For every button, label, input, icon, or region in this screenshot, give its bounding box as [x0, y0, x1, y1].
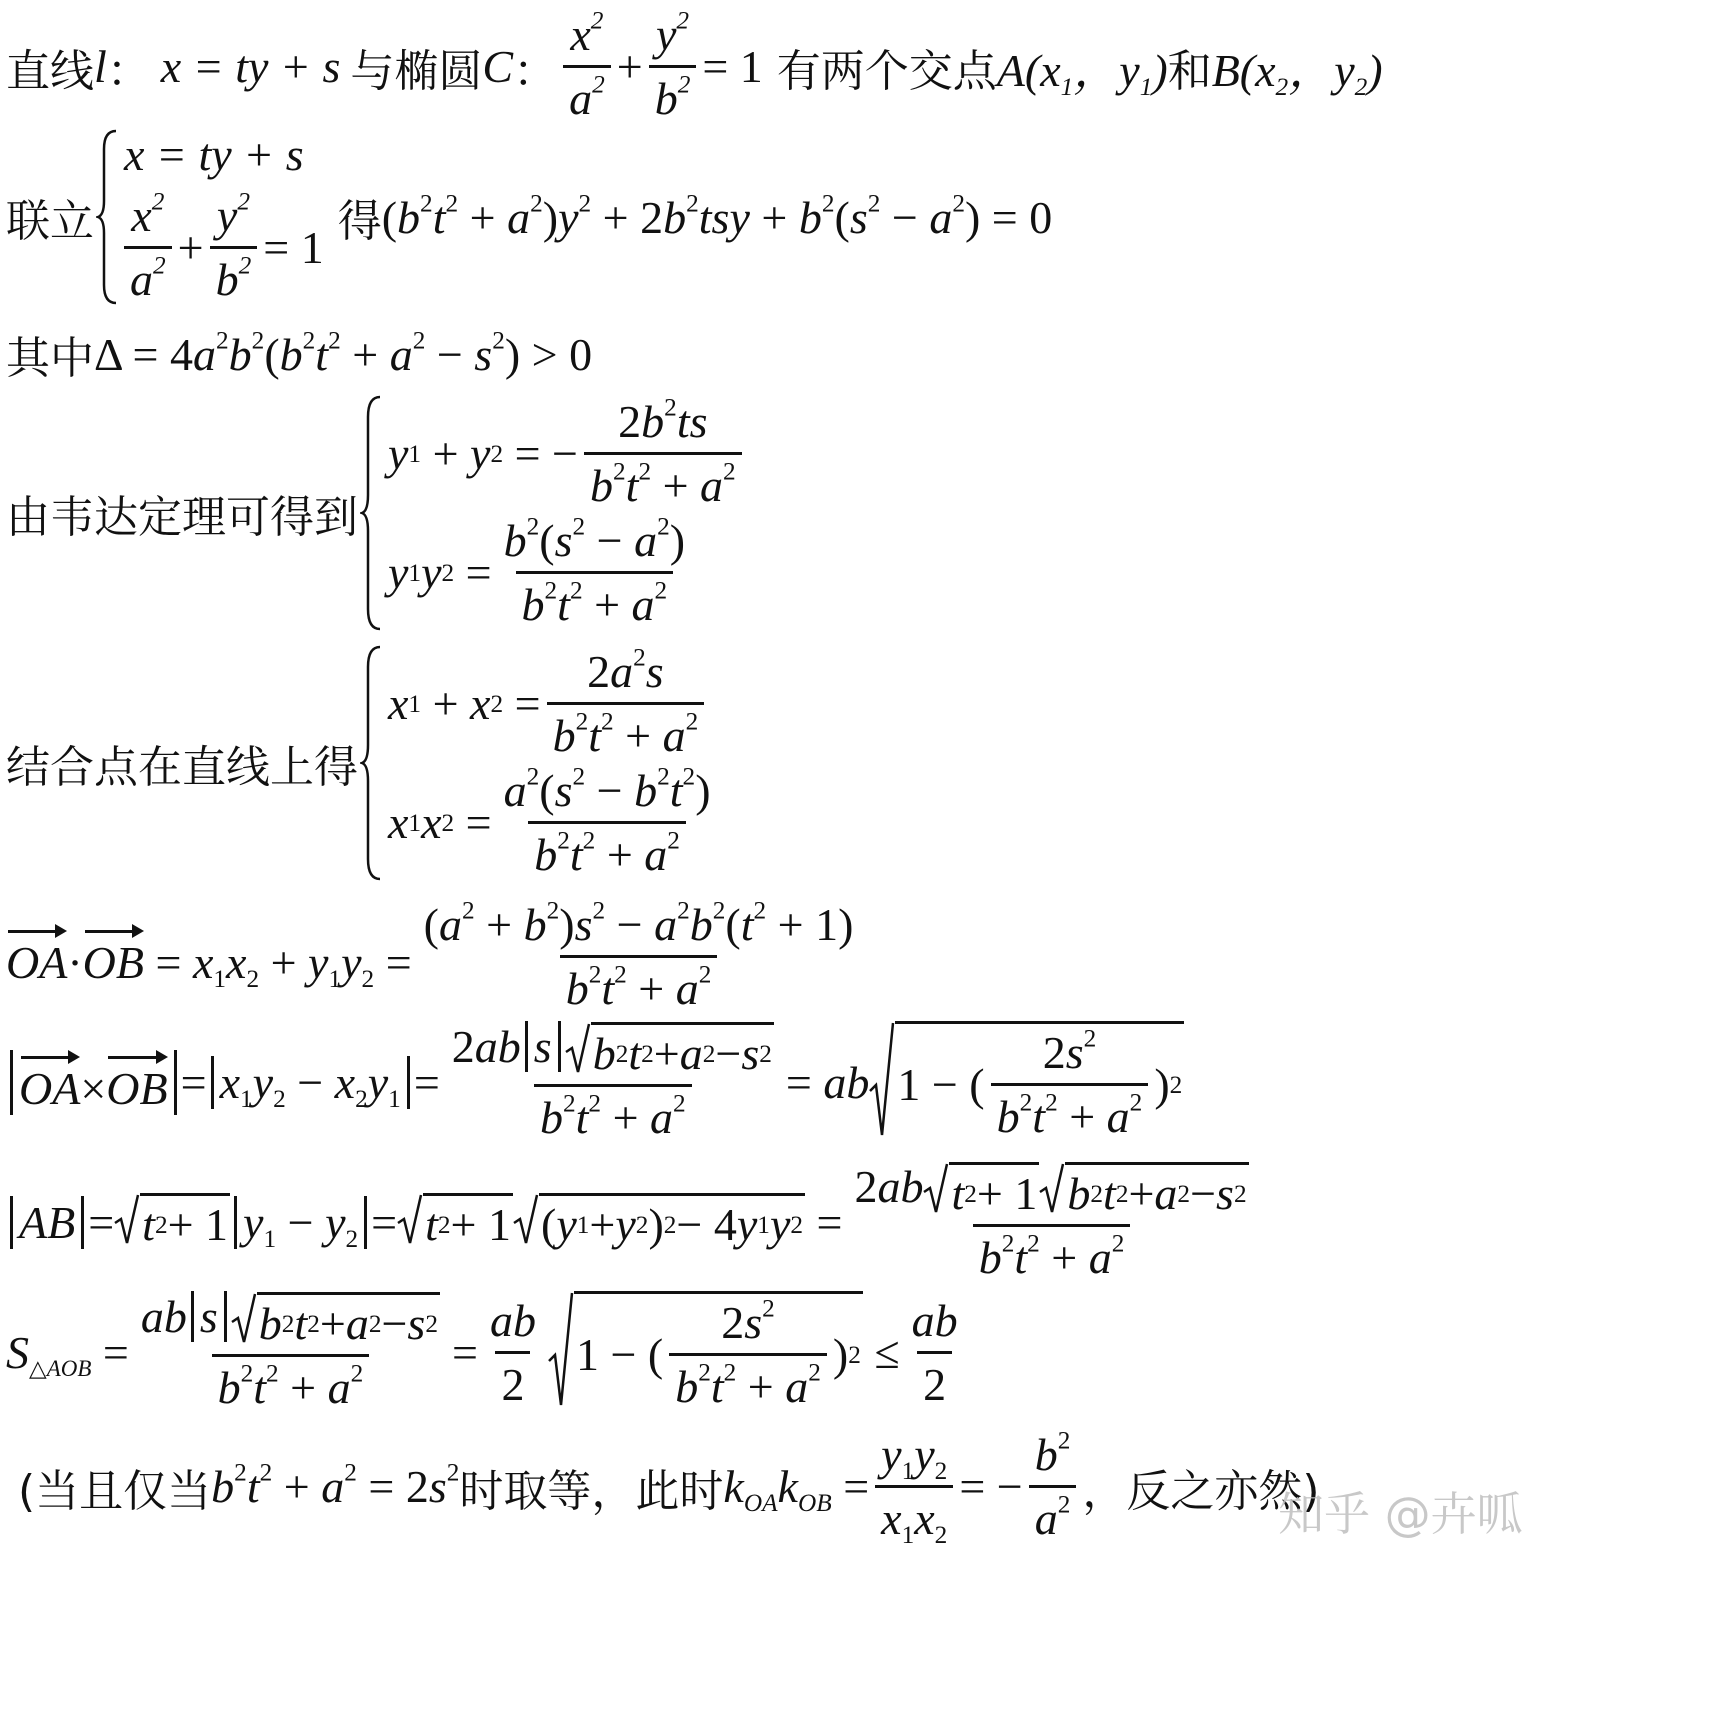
vieta-sum: y 1 + y 2 = − $\frac{2b^2ts}{b^2t^2 + a^2}$ [388, 395, 748, 512]
conj-text: 与椭圆 [350, 45, 483, 97]
frac-y2-b2: $\frac{y^2}{b^2}$ [649, 8, 697, 125]
ellipse-name: C [482, 41, 514, 92]
colon: ： [106, 45, 151, 97]
condition-expr: $b^2t^2 + a^2 = 2s^2$ [211, 1458, 460, 1512]
area-frac: ab s b 2 t 2 + a 2 − s 2 $b^2t^2 + a^2$ [140, 1291, 438, 1414]
line-dot-product [6, 898, 865, 1015]
line-equation: x = ty + s [160, 41, 341, 92]
brace-icon [360, 395, 382, 631]
result-label: 得 [337, 196, 382, 247]
line-name: l [94, 41, 107, 92]
system-row-line: x = ty + s [124, 129, 304, 180]
discriminant-expr: $\Delta = 4a^2b^2(b^2t^2 + a^2 - s^2) > 0$ [94, 326, 593, 380]
colon: ： [513, 45, 558, 97]
dot-product-expr: $OA\cdot OB = x_1x_2 + y_1y_2$ = [6, 924, 412, 989]
system-row-ellipse: $\frac{x^2}{a^2}$ + $\frac{y^2}{b^2}$ = 1 [124, 189, 324, 306]
cross-abs: OA×OB [10, 1050, 177, 1115]
area-max: $\frac{ab}{2}$ [911, 1294, 958, 1410]
line-x-values [6, 645, 723, 881]
equation-system [94, 128, 324, 306]
slope-product: $k_{OA}k_{OB}$ = [723, 1461, 870, 1517]
line-discriminant [6, 322, 592, 386]
line-cross-product: OA×OB = $x_1y_2 - x_2y_1$ = 2ab s b 2 t 2 + a 2 − s 2 $b^2t^2 + a^2$ = ab 1 − ( $\frac{2s^2}{b^2t^2 + a^2}$ ) 2 [6, 1020, 1184, 1144]
cross-frac: 2ab s b 2 t 2 + a 2 − s 2 $b^2t^2 + a^2$ [451, 1021, 772, 1144]
line-vieta [6, 395, 748, 631]
vieta-product: y 1 y 2 = $\frac{b^2(s^2 - a^2)}{b^2t^2 + a^2}$ [388, 512, 686, 630]
chord-frac: 2ab t 2 + 1 b 2 t 2 + a 2 − s 2 $b^2t^2 + a^2$ [854, 1161, 1247, 1284]
x-sum: x 1 + x 2 = $\frac{2a^2s}{b^2t^2 + a^2}$ [388, 645, 723, 762]
brace-icon [96, 129, 118, 305]
area-symbol: $S_{\triangle AOB}$ [6, 1326, 92, 1381]
vieta-system [358, 395, 748, 631]
cross-sqrt: 1 − ( $\frac{2s^2}{b^2t^2 + a^2}$ ) 2 [869, 1021, 1184, 1143]
watermark: 知乎 @卉呱 [1278, 1487, 1523, 1541]
line-intro: 直线 l ： x = ty + s 与椭圆 C ： $\frac{x^2}{a^2}$ + $\frac{y^2}{b^2}$ = 1 有两个交点 $A(x_1$，$y_1$) 和 $B(x_2$，$y_2$) [6, 6, 1383, 124]
line-equality-condition: (当且仅当 $b^2t^2 + a^2 = 2s^2$ 时取等，此时 $k_{OA}k_{OB}$ = $\frac{y_1y_2}{x_1x_2}$ = − $\frac{b^2}{a^2}$ ，反之亦然) [18, 1426, 1320, 1549]
brace-icon [360, 645, 382, 881]
x-system [358, 645, 723, 881]
point-b: $B(x_2$，$y_2$) [1211, 44, 1383, 101]
line-chord-length: AB = t 2 + 1 $y_1 - y_2$ = t 2 + 1 ( y 1 + y 2 ) 2 − 4 y 1 y 2 = 2ab t 2 + 1 b 2 t 2 + a 2 − s 2 $b^2t^2 + a^2$ [6, 1160, 1261, 1284]
intersection-text: 有两个交点 [776, 45, 997, 97]
condition-open: (当且仅当 [18, 1465, 212, 1517]
ab-abs: AB [10, 1196, 84, 1249]
simultaneous-label: 联立 [6, 196, 94, 247]
quadratic-equation: $(b^2t^2 + a^2)y^2 + 2b^2tsy + b^2(s^2 - a^2) = 0$ [381, 189, 1053, 243]
condition-tail: ，反之亦然) [1082, 1465, 1320, 1517]
point-a: $A(x_1$，$y_1$) [996, 44, 1168, 101]
vieta-label: 由韦达定理可得到 [6, 492, 358, 543]
and-text: 和 [1167, 45, 1212, 97]
discriminant-label: 其中 [6, 333, 94, 384]
line-area: $S_{\triangle AOB}$ = ab s b 2 t 2 + a 2 − s 2 $b^2t^2 + a^2$ = $\frac{ab}{2}$ 1 − ( $\frac{2s^2}{b^2t^2 + a^2}$ ) 2 ≤ $\frac{ab}{2}$ [6, 1290, 970, 1414]
x-product: x 1 x 2 = $\frac{a^2(s^2 - b^2t^2)}{b^2t^2 + a^2}$ [388, 762, 711, 880]
intro-prefix: 直线 [6, 45, 94, 97]
line-simultaneous [6, 128, 1052, 306]
area-sqrt: 1 − ( $\frac{2s^2}{b^2t^2 + a^2}$ ) 2 [548, 1291, 863, 1413]
x-values-label: 结合点在直线上得 [6, 742, 358, 793]
cross-abs-coord: $x_1y_2 - x_2y_1$ [211, 1056, 410, 1109]
condition-mid: 时取等，此时 [459, 1465, 724, 1517]
dot-product-frac: $\frac{(a^2 + b^2)s^2 - a^2b^2(t^2 + 1)}{b^2t^2 + a^2}$ [423, 896, 854, 1014]
frac-x2-a2: $\frac{x^2}{a^2}$ [563, 8, 611, 125]
